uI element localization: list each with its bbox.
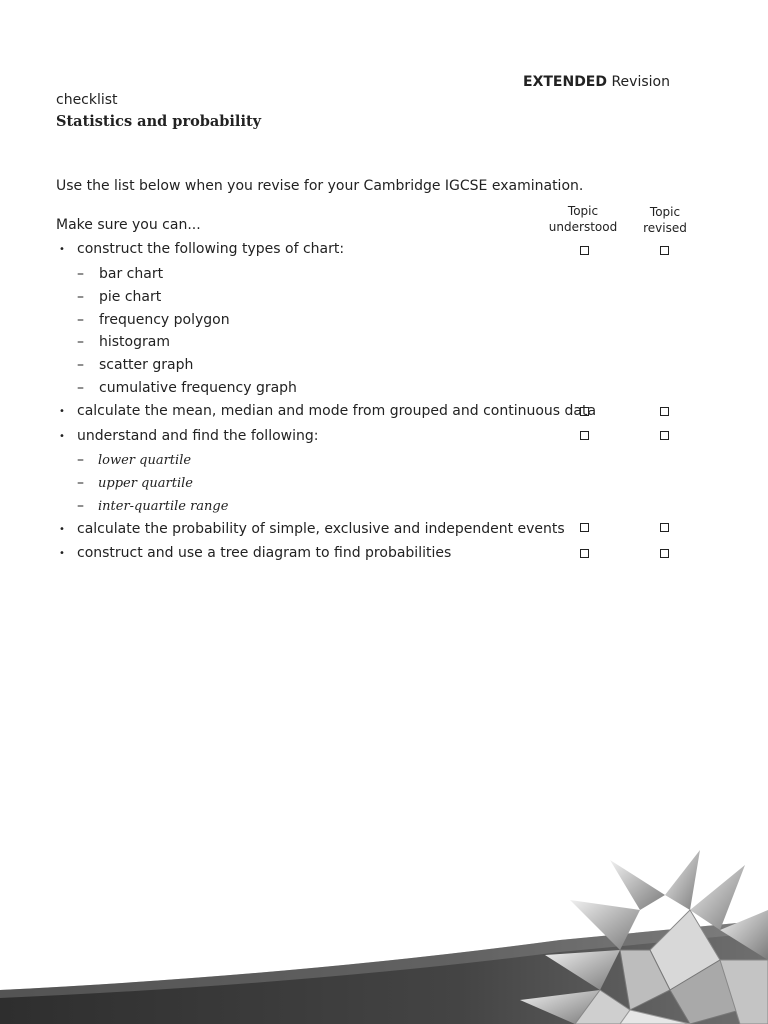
sub-item: cumulative frequency graph	[99, 380, 297, 396]
dash-icon: –	[77, 380, 84, 396]
column-header-line: Topic	[567, 204, 599, 218]
column-header-line: revised	[643, 221, 687, 235]
footer-decoration	[0, 840, 768, 1024]
dash-icon: –	[77, 475, 84, 491]
dash-icon: –	[77, 289, 84, 305]
header-bold-word: EXTENDED	[523, 74, 607, 90]
dash-icon: –	[77, 452, 84, 468]
column-header-line: understood	[548, 220, 618, 234]
checklist-item: construct the following types of chart:	[77, 241, 345, 257]
header-rest: Revision	[611, 74, 670, 90]
checkbox-revised[interactable]	[660, 431, 669, 440]
checkbox-understood[interactable]	[580, 549, 589, 558]
sub-item: pie chart	[99, 289, 162, 305]
checkbox-revised[interactable]	[660, 523, 669, 532]
column-header-revised	[631, 204, 699, 236]
intro-text: Use the list below when you revise for your Cambridge IGCSE examination.	[56, 178, 584, 194]
bullet-icon: •	[59, 524, 65, 535]
bullet-icon: •	[59, 244, 65, 255]
dash-icon: –	[77, 357, 84, 373]
dash-icon: –	[77, 266, 84, 282]
column-header-understood	[543, 203, 623, 235]
sub-item: histogram	[99, 334, 170, 350]
column-header-line: Topic	[649, 205, 681, 219]
checkbox-revised[interactable]	[660, 246, 669, 255]
dash-icon: –	[77, 498, 84, 514]
checkbox-understood[interactable]	[580, 246, 589, 255]
sub-item: frequency polygon	[99, 312, 230, 328]
sub-item: inter-quartile range	[98, 499, 229, 514]
checklist-item: calculate the mean, median and mode from grouped and continuous data	[77, 403, 597, 419]
checklist-item: understand and find the following:	[77, 428, 319, 444]
dash-icon: –	[77, 312, 84, 328]
sub-item: lower quartile	[98, 453, 192, 468]
checkbox-understood[interactable]	[580, 431, 589, 440]
checkbox-understood[interactable]	[580, 407, 589, 416]
header-title	[523, 74, 670, 90]
checklist-item: construct and use a tree diagram to find probabilities	[77, 545, 452, 561]
sub-item: scatter graph	[99, 357, 194, 373]
dash-icon: –	[77, 334, 84, 350]
checkbox-revised[interactable]	[660, 549, 669, 558]
checklist-item: calculate the probability of simple, exclusive and independent events	[77, 521, 565, 537]
bullet-icon: •	[59, 431, 65, 442]
checkbox-understood[interactable]	[580, 523, 589, 532]
checkbox-revised[interactable]	[660, 407, 669, 416]
sub-item: bar chart	[99, 266, 164, 282]
make-sure-text: Make sure you can...	[56, 217, 201, 233]
section-title: Statistics and probability	[56, 113, 262, 130]
bullet-icon: •	[59, 548, 65, 559]
bullet-icon: •	[59, 406, 65, 417]
header-second-line: checklist	[56, 92, 118, 108]
sub-item: upper quartile	[98, 476, 193, 491]
